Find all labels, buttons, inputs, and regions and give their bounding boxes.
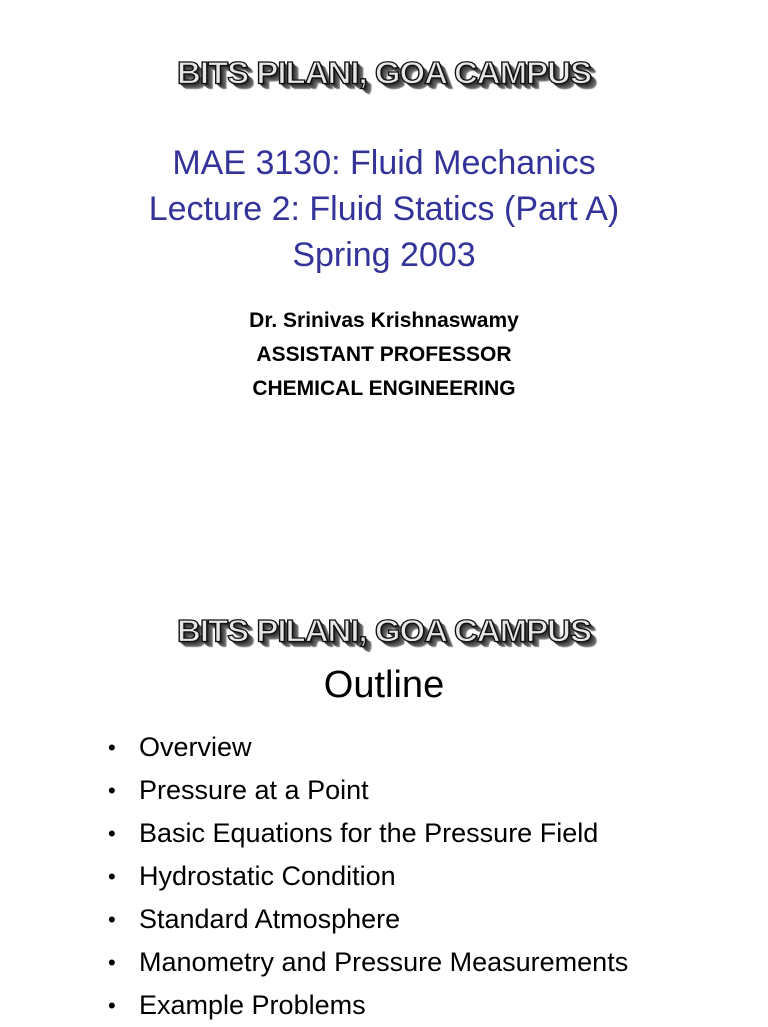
bullet-icon: •	[108, 993, 116, 1018]
bullet-icon: •	[108, 864, 116, 889]
outline-heading: Outline	[323, 664, 445, 706]
author-block	[0, 304, 768, 406]
bullet-icon: •	[108, 735, 116, 760]
author-department: CHEMICAL ENGINEERING	[252, 377, 516, 400]
list-item-text: Basic Equations for the Pressure Field	[139, 818, 599, 848]
list-item	[108, 984, 628, 1027]
author-name: Dr. Srinivas Krishnaswamy	[249, 309, 519, 332]
outline-list	[108, 726, 628, 1027]
list-item	[108, 898, 628, 941]
list-item-text: Manometry and Pressure Measurements	[139, 947, 629, 977]
bullet-icon: •	[108, 950, 116, 975]
list-item-text: Example Problems	[139, 990, 366, 1020]
list-item	[108, 726, 628, 769]
list-item	[108, 812, 628, 855]
list-item	[108, 769, 628, 812]
campus-banner: BITS PILANI, GOA CAMPUS	[177, 612, 591, 649]
bullet-icon: •	[108, 778, 116, 803]
bullet-icon: •	[108, 821, 116, 846]
list-item	[108, 941, 628, 984]
list-item-text: Overview	[139, 732, 252, 762]
list-item	[108, 855, 628, 898]
title-line-lecture: Lecture 2: Fluid Statics (Part A)	[148, 190, 620, 228]
author-position: ASSISTANT PROFESSOR	[256, 343, 512, 366]
lecture-title	[0, 140, 768, 278]
title-line-course: MAE 3130: Fluid Mechanics	[172, 144, 596, 182]
title-line-term: Spring 2003	[292, 236, 476, 274]
list-item-text: Pressure at a Point	[139, 775, 369, 805]
campus-banner: BITS PILANI, GOA CAMPUS	[177, 54, 591, 91]
list-item-text: Standard Atmosphere	[139, 904, 401, 934]
bullet-icon: •	[108, 907, 116, 932]
list-item-text: Hydrostatic Condition	[139, 861, 396, 891]
outline-slide	[0, 560, 768, 1024]
